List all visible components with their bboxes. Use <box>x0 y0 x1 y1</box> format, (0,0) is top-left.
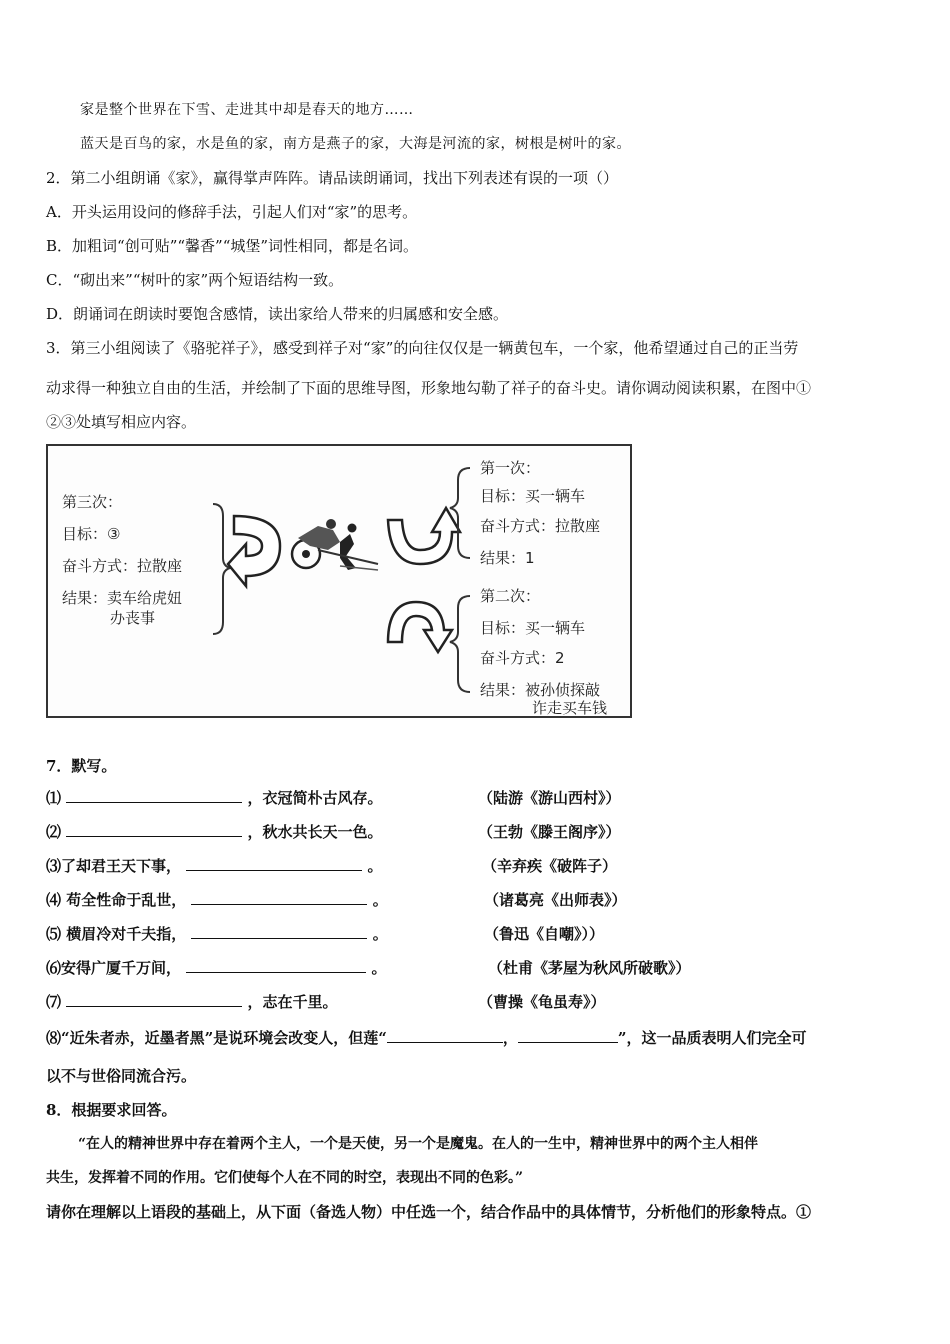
q8-quote-line-1: “在人的精神世界中存在着两个主人，一个是天使，另一个是魔鬼。在人的一生中，精神世界中的两个主人相伴 <box>78 1136 759 1152</box>
q2-option-b: B．加粗词“创可贴”“馨香”“城堡”词性相同，都是名词。 <box>46 237 419 255</box>
q7-item-4 <box>46 890 388 910</box>
q7-item-3-source: （辛弃疾《破阵子） <box>482 857 618 875</box>
q7-item-1-source: （陆游《游山西村》） <box>478 789 621 807</box>
first-result: 结果：1 <box>480 549 535 567</box>
q8-instruction: 请你在理解以上语段的基础上，从下面（备选人物）中任选一个，结合作品中的具体情节，分析他们的形象特点。① <box>46 1203 812 1221</box>
q7-item-5-source: （鲁迅《自嘲》）） <box>484 925 605 943</box>
q7-item-8-blank-2[interactable] <box>518 1028 618 1043</box>
q7-item-4-after: 。 <box>372 891 388 909</box>
q7-item-4-blank[interactable] <box>191 890 367 905</box>
q7-item-7-num: ⑺ <box>46 993 62 1011</box>
q7-item-3-blank[interactable] <box>186 856 362 871</box>
brace-left-icon <box>213 504 230 634</box>
q7-item-2 <box>46 822 383 842</box>
q7-item-1-num: ⑴ <box>46 789 62 807</box>
q7-item-2-source: （王勃《滕王阁序》） <box>478 823 621 841</box>
q8-title: 8．根据要求回答。 <box>46 1101 177 1119</box>
third-result-1: 结果：卖车给虎妞 <box>62 589 183 607</box>
q7-item-5-blank[interactable] <box>191 924 367 939</box>
third-method: 奋斗方式：拉散座 <box>62 557 183 575</box>
q2-option-c: C．“砌出来”“树叶的家”两个短语结构一致。 <box>46 271 344 289</box>
q7-item-8-line-2: 以不与世俗同流合污。 <box>46 1067 197 1085</box>
q7-item-2-after: ，秋水共长天一色。 <box>247 823 383 841</box>
q7-item-2-blank[interactable] <box>66 822 242 837</box>
q7-item-2-num: ⑵ <box>46 823 62 841</box>
q7-item-3-after: 。 <box>367 857 383 875</box>
first-method: 奋斗方式：拉散座 <box>480 517 601 535</box>
third-result-2: 办丧事 <box>110 609 156 627</box>
first-title: 第一次： <box>480 459 541 477</box>
q7-item-1-after: ，衣冠简朴古风存。 <box>247 789 383 807</box>
q7-item-5 <box>46 924 388 944</box>
q7-title: 7．默写。 <box>46 757 117 775</box>
q7-item-8-post: ”，这一品质表明人们完全可 <box>617 1029 807 1047</box>
q2-option-a: A．开头运用设问的修辞手法，引起人们对“家”的思考。 <box>46 203 418 221</box>
curved-arrow-left-icon <box>228 516 280 586</box>
q7-item-7-blank[interactable] <box>66 992 242 1007</box>
q7-item-7-after: ，志在千里。 <box>247 993 338 1011</box>
q2-option-d: D．朗诵词在朗读时要饱含感情，读出家给人带来的归属感和安全感。 <box>46 305 509 323</box>
q7-item-8 <box>46 1028 807 1048</box>
q7-item-5-num: ⑸ 横眉冷对千夫指， <box>46 925 187 943</box>
q7-item-1 <box>46 788 383 808</box>
third-goal: 目标：③ <box>62 525 121 543</box>
q3-line-3: ②③处填写相应内容。 <box>46 413 197 431</box>
q7-item-6 <box>46 958 387 978</box>
q7-item-5-after: 。 <box>372 925 388 943</box>
poem-line-2: 蓝天是百鸟的家，水是鱼的家，南方是燕子的家，大海是河流的家，树根是树叶的家。 <box>80 136 631 152</box>
q2-stem: 2．第二小组朗诵《家》，赢得掌声阵阵。请品读朗诵词，找出下列表述有误的一项（） <box>46 169 619 187</box>
q7-item-4-num: ⑷ 苟全性命于乱世， <box>46 891 187 909</box>
second-title: 第二次： <box>480 587 541 605</box>
u-arrow-up-icon <box>388 508 460 564</box>
q7-item-3 <box>46 856 383 876</box>
first-goal: 目标：买一辆车 <box>480 487 586 505</box>
q3-line-2: 动求得一种独立自由的生活，并绘制了下面的思维导图，形象地勾勒了祥子的奋斗史。请你调动阅读积累，在图中① <box>46 379 812 397</box>
second-result-1: 结果：被孙侦探敲 <box>480 681 601 699</box>
q7-item-6-blank[interactable] <box>186 958 366 973</box>
third-title: 第三次： <box>62 493 123 511</box>
q7-item-8-mid: ， <box>502 1029 518 1047</box>
q7-item-6-after: 。 <box>371 959 387 977</box>
brace-right-bottom-icon <box>450 596 470 692</box>
second-method: 奋斗方式：2 <box>480 649 565 667</box>
mindmap-figure <box>46 444 632 718</box>
brace-right-top-icon <box>450 468 470 558</box>
rickshaw-puller-icon <box>292 519 378 570</box>
q7-item-3-num: ⑶了却君王天下事， <box>46 857 182 875</box>
poem-line-1: 家是整个世界在下雪、走进其中却是春天的地方…… <box>80 102 414 118</box>
q7-item-8-blank-1[interactable] <box>387 1028 503 1043</box>
q7-item-7 <box>46 992 338 1012</box>
second-goal: 目标：买一辆车 <box>480 619 586 637</box>
second-result-2: 诈走买车钱 <box>532 699 608 717</box>
n-arrow-down-icon <box>388 602 452 652</box>
q7-item-8-pre: ⑻“近朱者赤，近墨者黑”是说环境会改变人，但莲“ <box>46 1029 387 1047</box>
q7-item-7-source: （曹操《龟虽寿》） <box>478 993 606 1011</box>
q7-item-6-num: ⑹安得广厦千万间， <box>46 959 182 977</box>
q3-line-1: 3．第三小组阅读了《骆驼祥子》，感受到祥子对“家”的向往仅仅是一辆黄包车，一个家，他希望通过自己的正当劳 <box>46 339 799 357</box>
q7-item-6-source: （杜甫《茅屋为秋风所破歌》） <box>488 959 691 977</box>
q8-quote-line-2: 共生，发挥着不同的作用。它们使每个人在不同的时空，表现出不同的色彩。” <box>46 1170 524 1186</box>
q7-item-4-source: （诸葛亮《出师表》） <box>484 891 627 909</box>
q7-item-1-blank[interactable] <box>66 788 242 803</box>
